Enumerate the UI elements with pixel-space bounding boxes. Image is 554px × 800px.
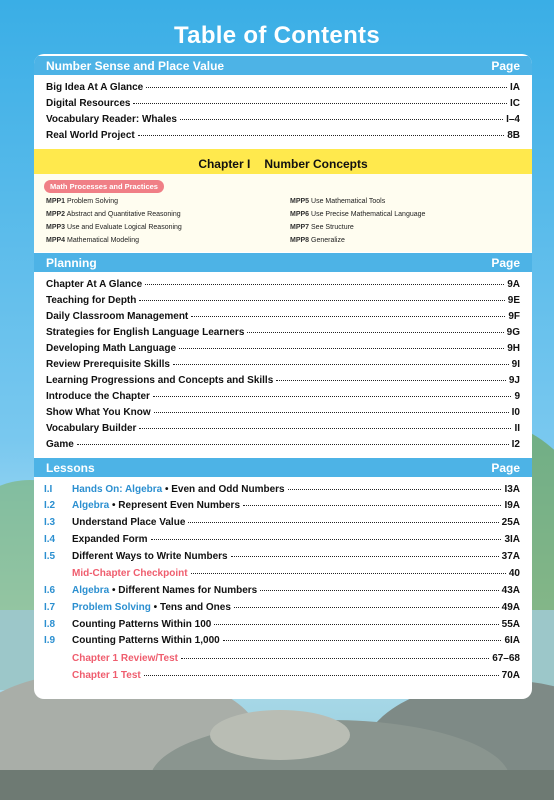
entry-label: Digital Resources	[46, 98, 131, 109]
toc-entry[interactable]	[46, 343, 520, 357]
lesson-title: Algebra • Different Names for Numbers	[72, 585, 258, 596]
lesson-prefix: Hands On: Algebra	[72, 484, 163, 495]
toc-entry[interactable]	[46, 359, 520, 373]
entry-label: Developing Math Language	[46, 343, 177, 354]
section-header-planning	[34, 253, 532, 272]
leader-dots	[151, 539, 502, 540]
lesson-page: I3A	[504, 484, 520, 495]
toc-entry[interactable]	[46, 82, 520, 96]
entry-page: 9H	[507, 343, 520, 354]
leader-dots	[154, 412, 509, 413]
page-column-label: Page	[491, 256, 520, 270]
mpp-item: MPP7 See Structure	[290, 224, 354, 231]
lesson-entry[interactable]	[44, 534, 520, 548]
lesson-number: I.2	[44, 500, 56, 511]
leader-dots	[247, 332, 503, 333]
section-header-lessons	[34, 458, 532, 477]
toc-entry[interactable]	[46, 375, 520, 389]
leader-dots	[133, 103, 507, 104]
leader-dots	[188, 522, 498, 523]
leader-dots	[144, 675, 499, 676]
lesson-entry[interactable]	[44, 551, 520, 565]
entry-label: Daily Classroom Management	[46, 311, 189, 322]
lesson-page: 25A	[501, 517, 520, 528]
entry-label: Learning Progressions and Concepts and Skills	[46, 375, 274, 386]
toc-entry[interactable]	[46, 98, 520, 112]
lesson-entry[interactable]	[44, 500, 520, 514]
entry-label: Show What You Know	[46, 407, 151, 418]
entry-page: II	[514, 423, 520, 434]
lesson-page: 49A	[501, 602, 520, 613]
lesson-page: 37A	[501, 551, 520, 562]
entry-label: Chapter At A Glance	[46, 279, 143, 290]
lesson-number: I.7	[44, 602, 56, 613]
entry-page: I0	[511, 407, 520, 418]
section-header-number-sense	[34, 56, 532, 75]
lesson-number: I.5	[44, 551, 56, 562]
lesson-title: Counting Patterns Within 100	[72, 619, 212, 630]
lesson-prefix: Problem Solving	[72, 602, 151, 613]
toc-entry[interactable]	[46, 407, 520, 421]
page-column-label: Page	[491, 461, 520, 475]
leader-dots	[260, 590, 498, 591]
entry-label: Review Prerequisite Skills	[46, 359, 170, 370]
lesson-number: I.6	[44, 585, 56, 596]
chapter-title: Number Concepts	[264, 157, 368, 171]
entry-page: 8B	[507, 130, 520, 141]
mpp-item: MPP8 Generalize	[290, 237, 345, 244]
leader-dots	[180, 119, 503, 120]
lesson-entry[interactable]	[44, 602, 520, 616]
lesson-entry[interactable]	[44, 568, 520, 582]
entry-label: Vocabulary Builder	[46, 423, 137, 434]
lesson-title: Counting Patterns Within 1,000	[72, 635, 220, 646]
leader-dots	[181, 658, 489, 659]
entry-label: Big Idea At A Glance	[46, 82, 144, 93]
toc-entry[interactable]	[46, 327, 520, 341]
contents-panel	[34, 54, 532, 699]
mpp-badge: Math Processes and Practices	[44, 180, 164, 193]
mpp-item: MPP4 Mathematical Modeling	[46, 237, 139, 244]
lesson-page: 43A	[501, 585, 520, 596]
mpp-item: MPP2 Abstract and Quantitative Reasoning	[46, 211, 181, 218]
leader-dots	[139, 300, 504, 301]
entry-page: IC	[510, 98, 520, 109]
leader-dots	[288, 489, 502, 490]
toc-entry[interactable]	[46, 311, 520, 325]
leader-dots	[243, 505, 501, 506]
lesson-number: I.3	[44, 517, 56, 528]
lesson-title: Problem Solving • Tens and Ones	[72, 602, 231, 613]
toc-entry[interactable]	[46, 279, 520, 293]
lesson-page: 3IA	[504, 534, 520, 545]
section-title: Planning	[46, 256, 97, 270]
lesson-number: I.I	[44, 484, 53, 495]
leader-dots	[145, 284, 504, 285]
leader-dots	[179, 348, 504, 349]
page-title: Table of Contents	[174, 22, 380, 49]
entry-page: I–4	[506, 114, 520, 125]
leader-dots	[173, 364, 509, 365]
entry-page: 9	[514, 391, 520, 402]
leader-dots	[231, 556, 499, 557]
lesson-title: Mid-Chapter Checkpoint	[72, 568, 188, 579]
entry-page: 9I	[511, 359, 520, 370]
lesson-page: 70A	[501, 670, 520, 681]
toc-entry[interactable]	[46, 114, 520, 128]
toc-entry[interactable]	[46, 391, 520, 405]
lesson-entry[interactable]	[44, 517, 520, 531]
entry-label: Introduce the Chapter	[46, 391, 150, 402]
entry-label: Game	[46, 439, 74, 450]
entry-label: Vocabulary Reader: Whales	[46, 114, 177, 125]
lesson-page: 55A	[501, 619, 520, 630]
lesson-number: I.8	[44, 619, 56, 630]
leader-dots	[146, 87, 507, 88]
leader-dots	[77, 444, 509, 445]
lesson-page: I9A	[504, 500, 520, 511]
lesson-entry[interactable]	[44, 653, 520, 667]
lesson-number: I.4	[44, 534, 56, 545]
lesson-page: 67–68	[492, 653, 520, 664]
entry-page: 9F	[508, 311, 520, 322]
leader-dots	[191, 316, 505, 317]
lesson-prefix: Algebra	[72, 500, 110, 511]
lesson-entry[interactable]	[44, 670, 520, 684]
lesson-title: Chapter 1 Test	[72, 670, 141, 681]
section-title: Number Sense and Place Value	[46, 59, 225, 73]
leader-dots	[153, 396, 512, 397]
lesson-title: Algebra • Represent Even Numbers	[72, 500, 241, 511]
lesson-title: Chapter 1 Review/Test	[72, 653, 178, 664]
lesson-entry[interactable]	[44, 484, 520, 498]
entry-label: Teaching for Depth	[46, 295, 137, 306]
lesson-prefix: Algebra	[72, 585, 110, 596]
entry-page: 9G	[506, 327, 520, 338]
toc-entry[interactable]	[46, 295, 520, 309]
leader-dots	[234, 607, 499, 608]
entry-label: Strategies for English Language Learners	[46, 327, 245, 338]
entry-page: 9E	[507, 295, 520, 306]
chapter-number: Chapter I	[198, 157, 251, 171]
lesson-entry[interactable]	[44, 635, 520, 649]
leader-dots	[223, 640, 502, 641]
mpp-item: MPP6 Use Precise Mathematical Language	[290, 211, 426, 218]
lesson-title: Different Ways to Write Numbers	[72, 551, 228, 562]
lesson-entry[interactable]	[44, 585, 520, 599]
leader-dots	[214, 624, 498, 625]
mpp-item: MPP1 Problem Solving	[46, 198, 118, 205]
leader-dots	[139, 428, 511, 429]
toc-entry[interactable]	[46, 423, 520, 437]
page-column-label: Page	[491, 59, 520, 73]
lesson-page: 6IA	[504, 635, 520, 646]
chapter-banner	[34, 149, 532, 174]
leader-dots	[138, 135, 504, 136]
lesson-entry[interactable]	[44, 619, 520, 633]
entry-page: 9A	[507, 279, 520, 290]
entry-label: Real World Project	[46, 130, 135, 141]
leader-dots	[276, 380, 506, 381]
lesson-number: I.9	[44, 635, 56, 646]
toc-entry[interactable]	[46, 130, 520, 144]
mpp-item: MPP3 Use and Evaluate Logical Reasoning	[46, 224, 182, 231]
section-title: Lessons	[46, 461, 95, 475]
lesson-title: Understand Place Value	[72, 517, 186, 528]
mpp-item: MPP5 Use Mathematical Tools	[290, 198, 386, 205]
lesson-page: 40	[508, 568, 520, 579]
leader-dots	[191, 573, 506, 574]
lesson-title: Hands On: Algebra • Even and Odd Numbers	[72, 484, 285, 495]
entry-page: IA	[510, 82, 520, 93]
lesson-title: Expanded Form	[72, 534, 148, 545]
entry-page: I2	[511, 439, 520, 450]
entry-page: 9J	[508, 375, 520, 386]
toc-entry[interactable]	[46, 439, 520, 453]
